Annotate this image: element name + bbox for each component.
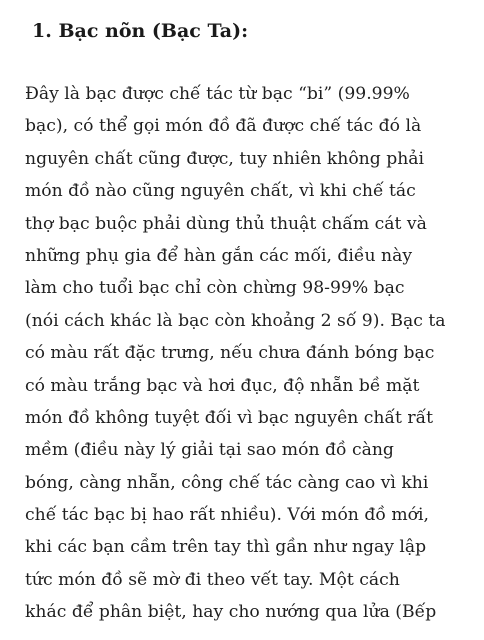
text-line: những phụ gia để hàn gắn các mối, điều này (25, 245, 413, 266)
text-line: (nói cách khác là bạc còn khoảng 2 số 9). Bạc ta (25, 310, 446, 331)
text-line: làm cho tuổi bạc chỉ còn chừng 98-99% bạc (25, 278, 405, 299)
paragraph (25, 78, 475, 629)
text-line: mềm (điều này lý giải tại sao món đồ càng (25, 440, 394, 461)
section-heading: 1. Bạc nõn (Bạc Ta): (32, 20, 249, 42)
text-line: có màu trắng bạc và hơi đục, độ nhẵn bề mặt (25, 375, 420, 396)
text-line: khi các bạn cầm trên tay thì gần như ngay lập (25, 537, 427, 558)
text-line: Đây là bạc được chế tác từ bạc “bi” (99.99% (25, 84, 410, 104)
text-line: bóng, càng nhẵn, công chế tác càng cao vì khi (25, 472, 429, 493)
text-line: thợ bạc buộc phải dùng thủ thuật chấm cát và (25, 213, 427, 234)
text-line: bạc), có thể gọi món đồ đã được chế tác đó là (25, 116, 422, 137)
text-line: chế tác bạc bị hao rất nhiều). Với món đồ mới, (25, 505, 429, 526)
text-line: nguyên chất cũng được, tuy nhiên không phải (25, 148, 425, 169)
text-line: món đồ nào cũng nguyên chất, vì khi chế tác (25, 181, 416, 202)
text-line: có màu rất đặc trưng, nếu chưa đánh bóng bạc (25, 343, 435, 364)
text-line: khác để phân biệt, hay cho nướng qua lửa (Bếp (25, 602, 437, 623)
text-line: món đồ không tuyệt đối vì bạc nguyên chất rất (25, 407, 434, 428)
text-line: tức món đồ sẽ mờ đi theo vết tay. Một cách (25, 569, 400, 590)
